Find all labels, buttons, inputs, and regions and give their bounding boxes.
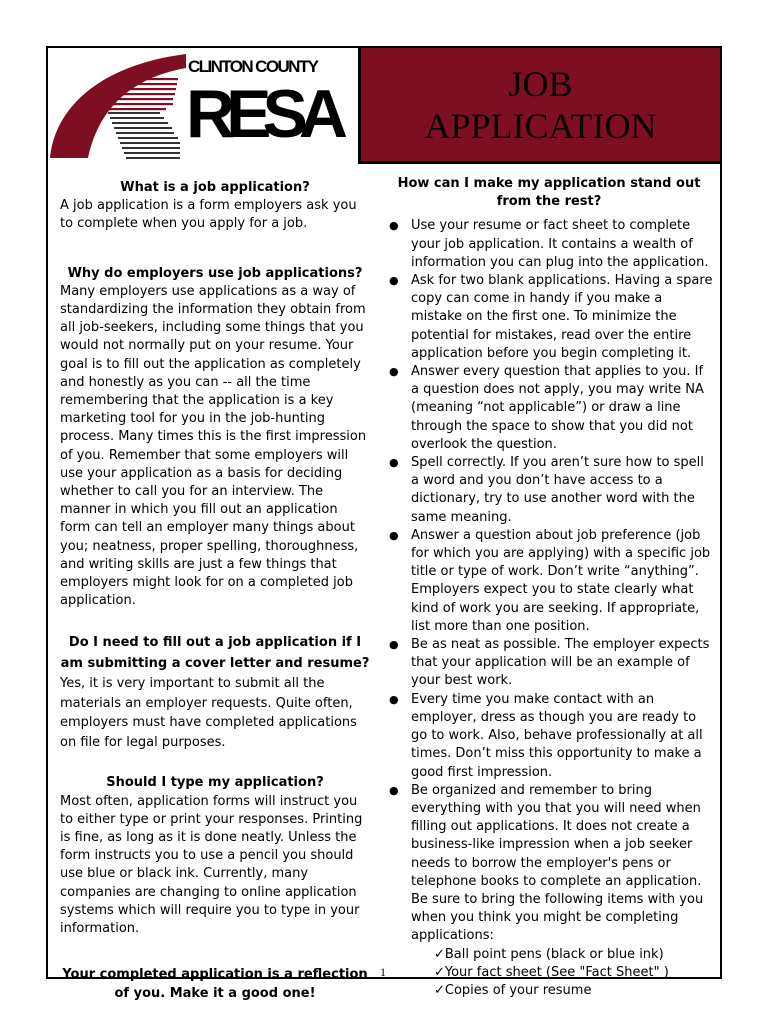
section-heading-why: Why do employers use job applications? bbox=[67, 265, 363, 281]
section-heading-stand-out: How can I make my application stand out from the rest? bbox=[397, 176, 701, 210]
title-banner bbox=[358, 48, 720, 164]
list-item: ● Ask for two blank applications. Having a spare copy can come in handy if you make a mistake on the first one. To minimize the potential for mistakes, read over the entire application before you begin completing it. bbox=[389, 273, 713, 361]
list-item: ● Answer every question that applies to you. If a question does not apply, you may write NA (meaning “not applicable”) or draw a line through the space to show that you did not overlook the question. bbox=[389, 364, 704, 452]
bullet-icon: ● bbox=[389, 456, 399, 470]
list-item: ● Answer a question about job preference (job for which you are applying) with a specific job title or type of work. Don’t write “anything”. Employers expect you to state clearly what kind of work you are seeking. If appropriate, list more than one position. bbox=[389, 527, 711, 634]
bullet-icon: ● bbox=[389, 528, 399, 542]
section-body-cover-letter: Yes, it is very important to submit all the materials an employer requests. Quite often, employers must have completed applications on file for legal purposes. bbox=[60, 676, 357, 750]
check-item-fact-sheet: ✓Your fact sheet (See "Fact Sheet" ) bbox=[434, 964, 669, 980]
section-heading-cover-letter: Do I need to fill out a job application if I am submitting a cover letter and resume? bbox=[60, 635, 370, 672]
section-body-what: A job application is a form employers ask you to complete when you apply for a job. bbox=[60, 198, 357, 232]
list-item: ● Spell correctly. If you aren’t sure how to spell a word and you don’t have access to a dictionary, try to use another word with the same meaning. bbox=[389, 455, 704, 525]
bring-items-list bbox=[384, 946, 714, 1001]
check-item-resume: ✓Copies of your resume bbox=[434, 982, 592, 998]
section-body-type: Most often, application forms will instruct you to either type or print your responses. Printing is fine, as long as it is done neatly. Unless the form instructs you to use a pencil you should use blue or black ink. Currently, many companies are changing to online application systems which will require you to type in your information. bbox=[60, 793, 363, 937]
check-item-pens: ✓Ball point pens (black or blue ink) bbox=[434, 946, 664, 962]
right-column bbox=[384, 175, 714, 1000]
org-county-name: CLINTON COUNTY bbox=[188, 57, 318, 76]
org-resa-name: RESA bbox=[186, 76, 339, 152]
list-item: ● Use your resume or fact sheet to complete your job application. It contains a wealth of information you can plug into the application. bbox=[389, 218, 709, 270]
bullet-icon: ● bbox=[389, 365, 399, 379]
tips-list bbox=[384, 217, 714, 945]
bullet-icon: ● bbox=[389, 274, 399, 288]
section-heading-what: What is a job application? bbox=[120, 180, 310, 195]
page-number: 1 bbox=[380, 965, 386, 979]
list-item: ● Be organized and remember to bring everything with you that you will need when filling out applications. It does not create a business-like impression when a job seeker needs to borrow the employer's pens or telephone books to complete an application. Be sure to bring the following items with you when you think you might be completing applications: bbox=[389, 782, 704, 944]
list-item: ● Be as neat as possible. The employer expects that your application will be an example of your best work. bbox=[389, 637, 710, 689]
list-item: ● Every time you make contact with an employer, dress as though you are ready to go to work. Also, behave professionally at all times. Don’t miss this opportunity to make a good first impression. bbox=[389, 691, 703, 780]
bullet-icon: ● bbox=[389, 692, 399, 706]
section-heading-type: Should I type my application? bbox=[106, 775, 324, 791]
bullet-icon: ● bbox=[389, 219, 399, 233]
bullet-icon: ● bbox=[389, 638, 399, 652]
title-line-2: APPLICATION bbox=[424, 105, 657, 146]
bullet-icon: ● bbox=[389, 783, 399, 797]
logo bbox=[48, 48, 356, 164]
left-column bbox=[60, 179, 370, 1003]
section-body-why: Many employers use applications as a way of standardizing the information they obtain from all job-seekers, including some things that you would not normally put on your resume. Your goal is to fill out the application as completely and honestly as you can -- all the time remembering that the application is a key marketing tool for you in the job-hunting process. Many times this is the first impression of you. Remember that some employers will use your application as a basis for deciding whether to call you for an interview. The manner in which you fill out an application form can tell an employer many things about you; neatness, proper spelling, thoroughness, and writing skills are just a few things that employers might look for on a completed job application. bbox=[60, 283, 367, 609]
closing-statement: Your completed application is a reflection of you. Make it a good one! bbox=[62, 967, 368, 1001]
title-line-1: JOB bbox=[508, 63, 573, 104]
